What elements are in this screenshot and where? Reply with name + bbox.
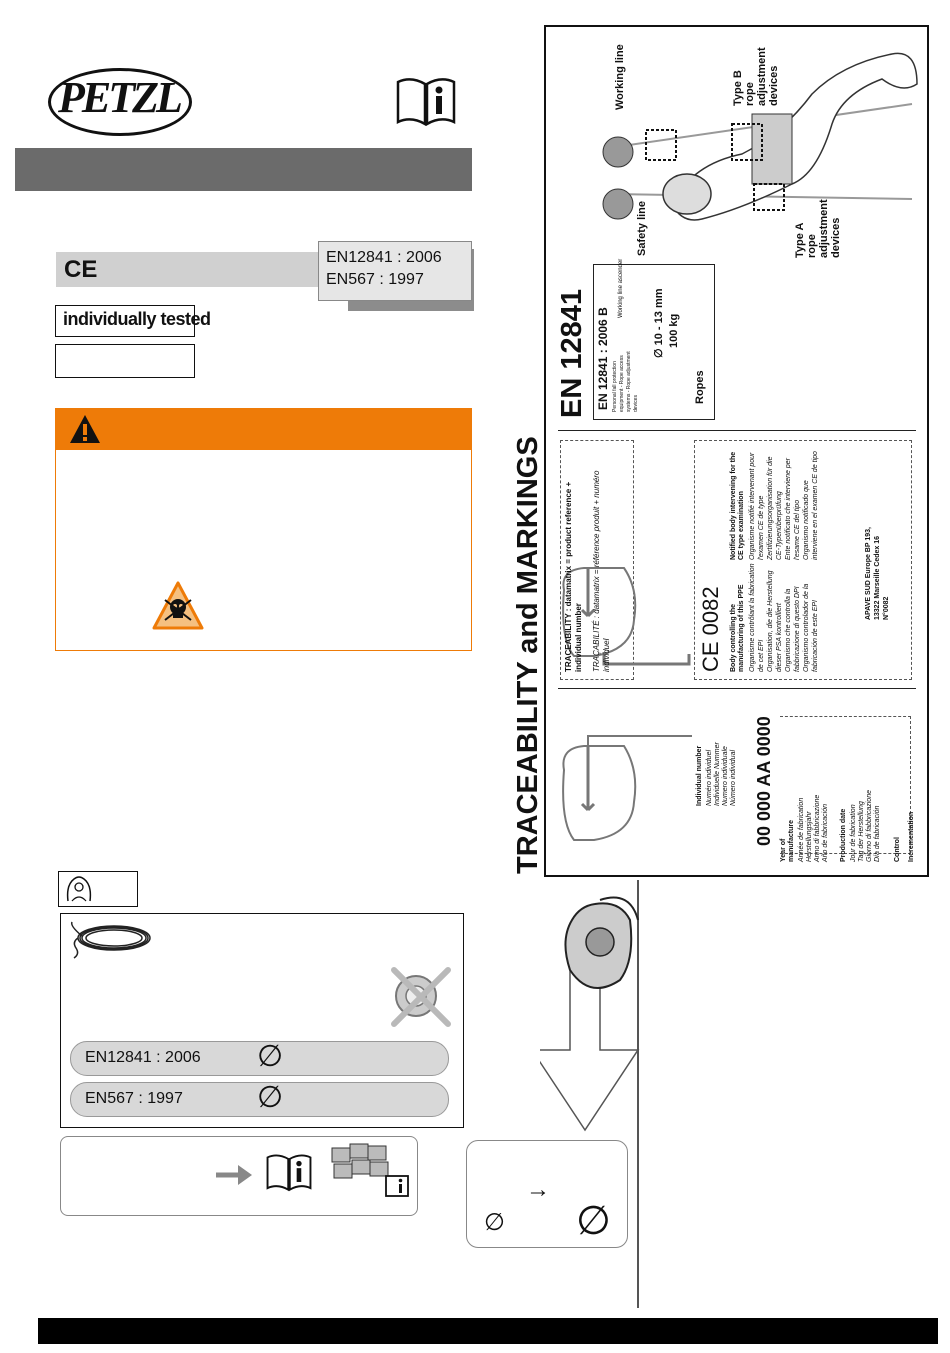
pill-standard: EN567 : 1997 (85, 1090, 183, 1107)
arrow-right-icon (214, 1162, 254, 1188)
ropes-label: Ropes (694, 370, 706, 404)
notified-line: Organismo notificado que interviene en el examen CE de tipo (803, 451, 819, 560)
rope-coil-icon (68, 920, 154, 960)
prod-line: Giorno di fabbricazione (866, 790, 873, 862)
book-info-icon (266, 1152, 312, 1192)
notified-line: Zertifizierungsorganisation für die CE-Typenüberprüfung (767, 456, 783, 560)
ce-mark: CE (64, 256, 98, 283)
pill-standard: EN12841 : 2006 (85, 1049, 201, 1066)
body-head: Body controlling the manufacturing of this PPE (730, 584, 745, 672)
user-hood-icon (62, 873, 96, 903)
apave-address (864, 510, 891, 620)
flags-info-icon (330, 1142, 410, 1198)
device-outline-icon (554, 730, 694, 860)
std-note-b: Personal fall protection equipment - Rope access systems - Rope adjustment devices (612, 351, 639, 412)
individually-tested-label: individually tested (63, 309, 211, 329)
prod-line: Tag der Herstellung (858, 801, 865, 862)
body-line: Organismo che controlla la fabbricazione di questo DPI (785, 586, 801, 672)
individual-head: Individual number (696, 745, 703, 806)
type-a-label: Type A rope adjustment devices (794, 199, 842, 258)
warning-body (55, 450, 472, 651)
crossed-device-icon (388, 964, 452, 1030)
datamatrix-fr: TRAÇABILITÉ : datamatrix = référence produit + numéro individuel (592, 470, 611, 672)
body-line: Organisme contrôlant la fabrication de cet EPI (749, 563, 765, 672)
divider (558, 688, 916, 689)
prod-line: Día de fabricación (874, 805, 881, 862)
std-note-a: Working line ascender (618, 258, 624, 318)
prod-line: Jour de fabrication (850, 804, 857, 862)
datamatrix-en: TRACEABILITY : datamatrix = product reference + individual number (564, 481, 583, 672)
prod-lines (850, 772, 882, 862)
working-line-label: Working line (614, 44, 626, 110)
empty-box (55, 344, 195, 378)
apave-line: APAVE SUD Europe BP 193, (865, 527, 872, 620)
title-band (15, 148, 472, 191)
control-label: Control (894, 837, 901, 862)
apave-line: N°0082 (883, 596, 890, 620)
safety-line-label: Safety line (636, 200, 648, 256)
diameter-large: ∅ (576, 1199, 611, 1243)
individual-lines (706, 716, 738, 806)
warning-triangle-icon (68, 413, 102, 445)
type-b-label: Type B rope adjustment devices (732, 47, 780, 106)
warning-header (55, 408, 472, 450)
diameter-symbol: ∅ (257, 1081, 284, 1114)
apave-line: 13322 Marseille Cedex 16 (874, 535, 881, 620)
standard-en567: EN567 : 1997 (326, 271, 424, 288)
divider (558, 430, 916, 431)
body-line: Organismo controlador de la fabricación de este EPI (803, 583, 819, 672)
individual-line: Número individual (730, 749, 737, 806)
rope-standard-pill-1 (70, 1041, 449, 1076)
petzl-logo: PETZL (58, 73, 180, 122)
increment-label: Incrementation (908, 811, 915, 862)
body-line: Organisation, die die Herstellung dieser PSA kontrolliert (767, 570, 783, 672)
skull-hazard-icon (152, 580, 204, 632)
body-lines (748, 562, 820, 672)
ce-number: CE 0082 (698, 586, 723, 672)
notified-line: Ente notificato che interviene per l'esame CE del tipo (785, 458, 801, 560)
prod-head: Production date (840, 808, 847, 862)
notified-head: Notified body intervening for the CE type examination (730, 451, 745, 560)
year-line: Herstellungsjahr (806, 811, 813, 862)
std-type: EN 12841 : 2006 B (596, 307, 610, 410)
diameter-symbol: ∅ (257, 1040, 284, 1073)
arrow-symbol: → (526, 1176, 550, 1203)
book-info-icon (396, 76, 456, 126)
year-line: Anno di fabbricazione (814, 794, 821, 862)
max-load: 100 kg (668, 313, 680, 348)
year-head: Year of manufacture (780, 819, 795, 862)
rope-standard-pill-2 (70, 1082, 449, 1117)
year-lines (798, 772, 830, 862)
year-line: Année de fabrication (798, 797, 805, 862)
individual-line: Numero individuale (722, 746, 729, 806)
individual-line: Individuelle Nummer (714, 742, 721, 806)
diameter-small: ∅ (484, 1209, 505, 1236)
serial-number: 00 000 AA 0000 (754, 716, 774, 846)
year-line: Año de fabricación (822, 804, 829, 862)
footer-bar (38, 1318, 938, 1344)
traceability-title: TRACEABILITY and MARKINGS (512, 436, 544, 874)
rope-diameter: ∅ 10 - 13 mm (653, 288, 665, 358)
en12841-big: EN 12841 (556, 289, 588, 418)
individual-line: Numéro individuel (706, 749, 713, 806)
standard-en12841: EN12841 : 2006 (326, 249, 442, 266)
notified-lines (748, 450, 820, 560)
notified-line: Organisme notifié intervenant pour l'examen CE de type (749, 452, 765, 560)
